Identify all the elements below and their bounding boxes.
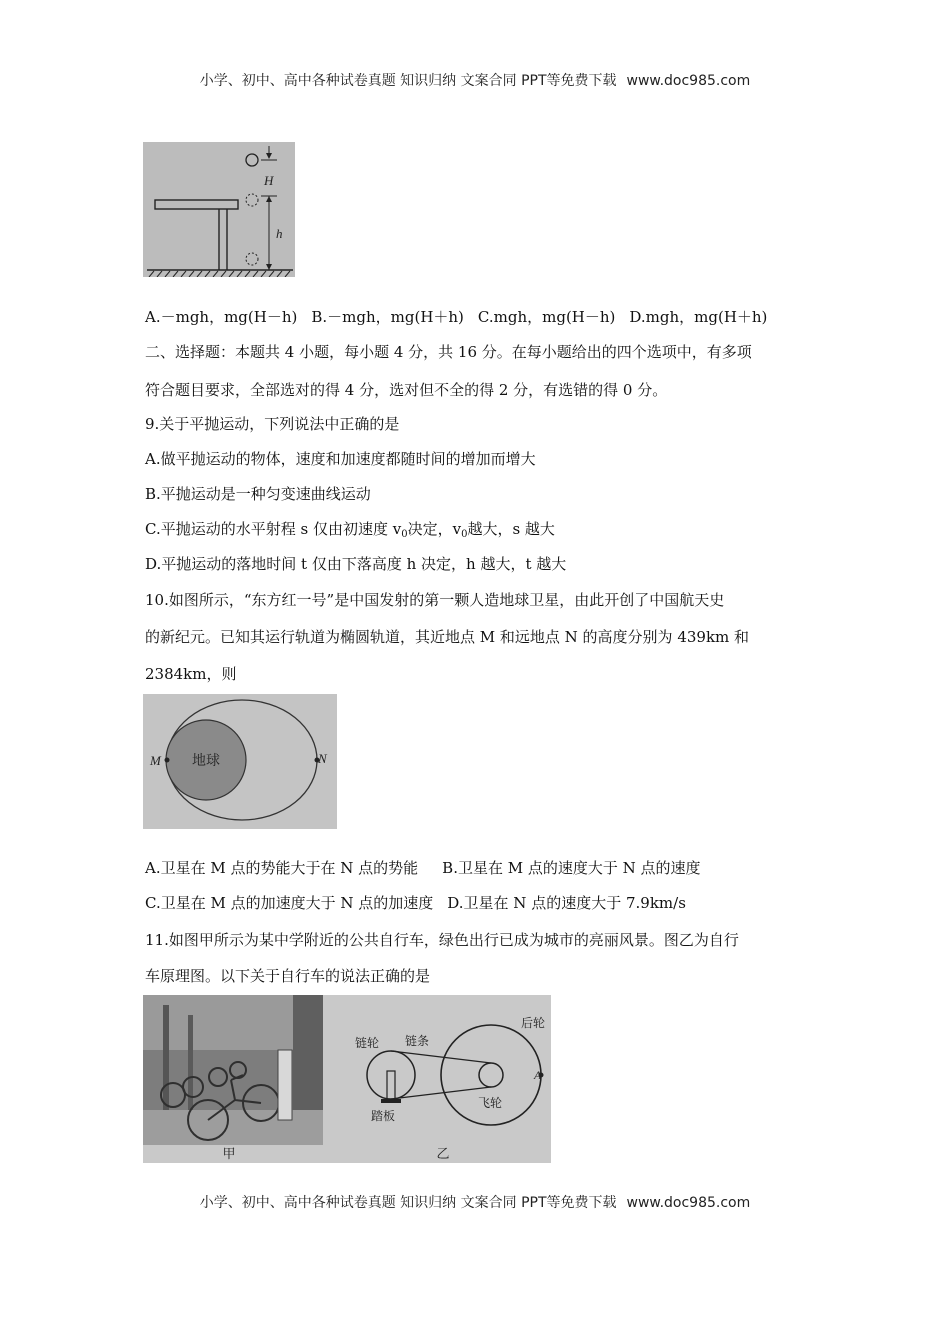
q10-line-2: 的新纪元。已知其运行轨道为椭圆轨道，其近地点 M 和远地点 N 的高度分别为 439km 和 [145,628,750,646]
q9-stem: 9.关于平抛运动，下列说法中正确的是 [145,415,400,433]
label-yi: 乙 [436,1147,450,1162]
q11-line-1: 11.如图甲所示为某中学附近的公共自行车，绿色出行已成为城市的亮丽风景。图乙为自行 [145,931,739,949]
footer-text: 小学、初中、高中各种试卷真题 知识归纳 文案合同 PPT等免费下载 [199,1195,617,1211]
q9-option-b: B.平抛运动是一种匀变速曲线运动 [145,485,371,503]
label-m: M [150,753,161,768]
header-text: 小学、初中、高中各种试卷真题 知识归纳 文案合同 PPT等免费下载 [199,73,617,89]
q10-line-3: 2384km，则 [145,665,237,683]
q8-label-h: h [276,226,283,241]
q9-c-mid: 决定，v [407,520,462,538]
q10-line-1: 10.如图所示，“东方红一号”是中国发射的第一颗人造地球卫星，由此开创了中国航天史 [145,591,725,609]
q11-bicycle-figure [143,995,551,1163]
label-rear-wheel: 后轮 [521,1016,546,1030]
q8-label-H: H [264,173,274,188]
label-jia: 甲 [222,1147,236,1162]
q9-c-pre: C.平抛运动的水平射程 s 仅由初速度 v [145,520,402,538]
q10-options-cd [145,892,686,913]
q10-option-d: D.卫星在 N 点的速度大于 7.9km/s [447,894,686,912]
q8-option-b: B.－mgh，mg(H＋h) [311,308,464,326]
q10-orbit-figure [143,694,337,829]
label-pedal: 踏板 [371,1109,396,1123]
q8-option-a: A.－mgh，mg(H－h) [145,308,298,326]
earth-label: 地球 [192,753,220,769]
label-chainring: 链轮 [355,1036,380,1050]
footer-url: www.doc985.com [626,1195,751,1211]
q11-line-2: 车原理图。以下关于自行车的说法正确的是 [145,967,431,985]
section2-line-1: 二、选择题：本题共 4 小题，每小题 4 分，共 16 分。在每小题给出的四个选项中，有多项 [145,343,752,361]
q8-option-d: D.mgh，mg(H＋h) [629,308,768,326]
q10-option-c: C.卫星在 M 点的加速度大于 N 点的加速度 [145,894,434,912]
q8-option-c: C.mgh，mg(H－h) [477,308,616,326]
header-url: www.doc985.com [626,73,751,89]
page-footer [0,1192,950,1212]
label-flywheel: 飞轮 [478,1096,503,1110]
q9-c-sub1: 0 [401,529,408,540]
q10-option-b: B.卫星在 M 点的速度大于 N 点的速度 [442,859,701,877]
page-header [0,70,950,90]
q8-table-ball-figure [143,142,295,277]
label-chain: 链条 [405,1034,430,1048]
q10-options-ab [145,857,701,878]
label-n: N [318,751,327,766]
q9-option-a: A.做平抛运动的物体，速度和加速度都随时间的增加而增大 [145,450,536,468]
q9-c-sub2: 0 [461,529,468,540]
point-m [165,758,170,763]
q10-option-a: A.卫星在 M 点的势能大于在 N 点的势能 [145,859,419,877]
q8-options [145,306,767,327]
label-a: A [534,1068,542,1082]
q9-option-d: D.平抛运动的落地时间 t 仅由下落高度 h 决定，h 越大，t 越大 [145,555,567,573]
q9-option-c [145,518,555,540]
pedal-bar [381,1099,401,1103]
bicycle-photo [143,995,323,1145]
section2-line-2: 符合题目要求，全部选对的得 4 分，选对但不全的得 2 分，有选错的得 0 分。 [145,381,668,399]
q9-c-post: 越大，s 越大 [467,520,555,538]
